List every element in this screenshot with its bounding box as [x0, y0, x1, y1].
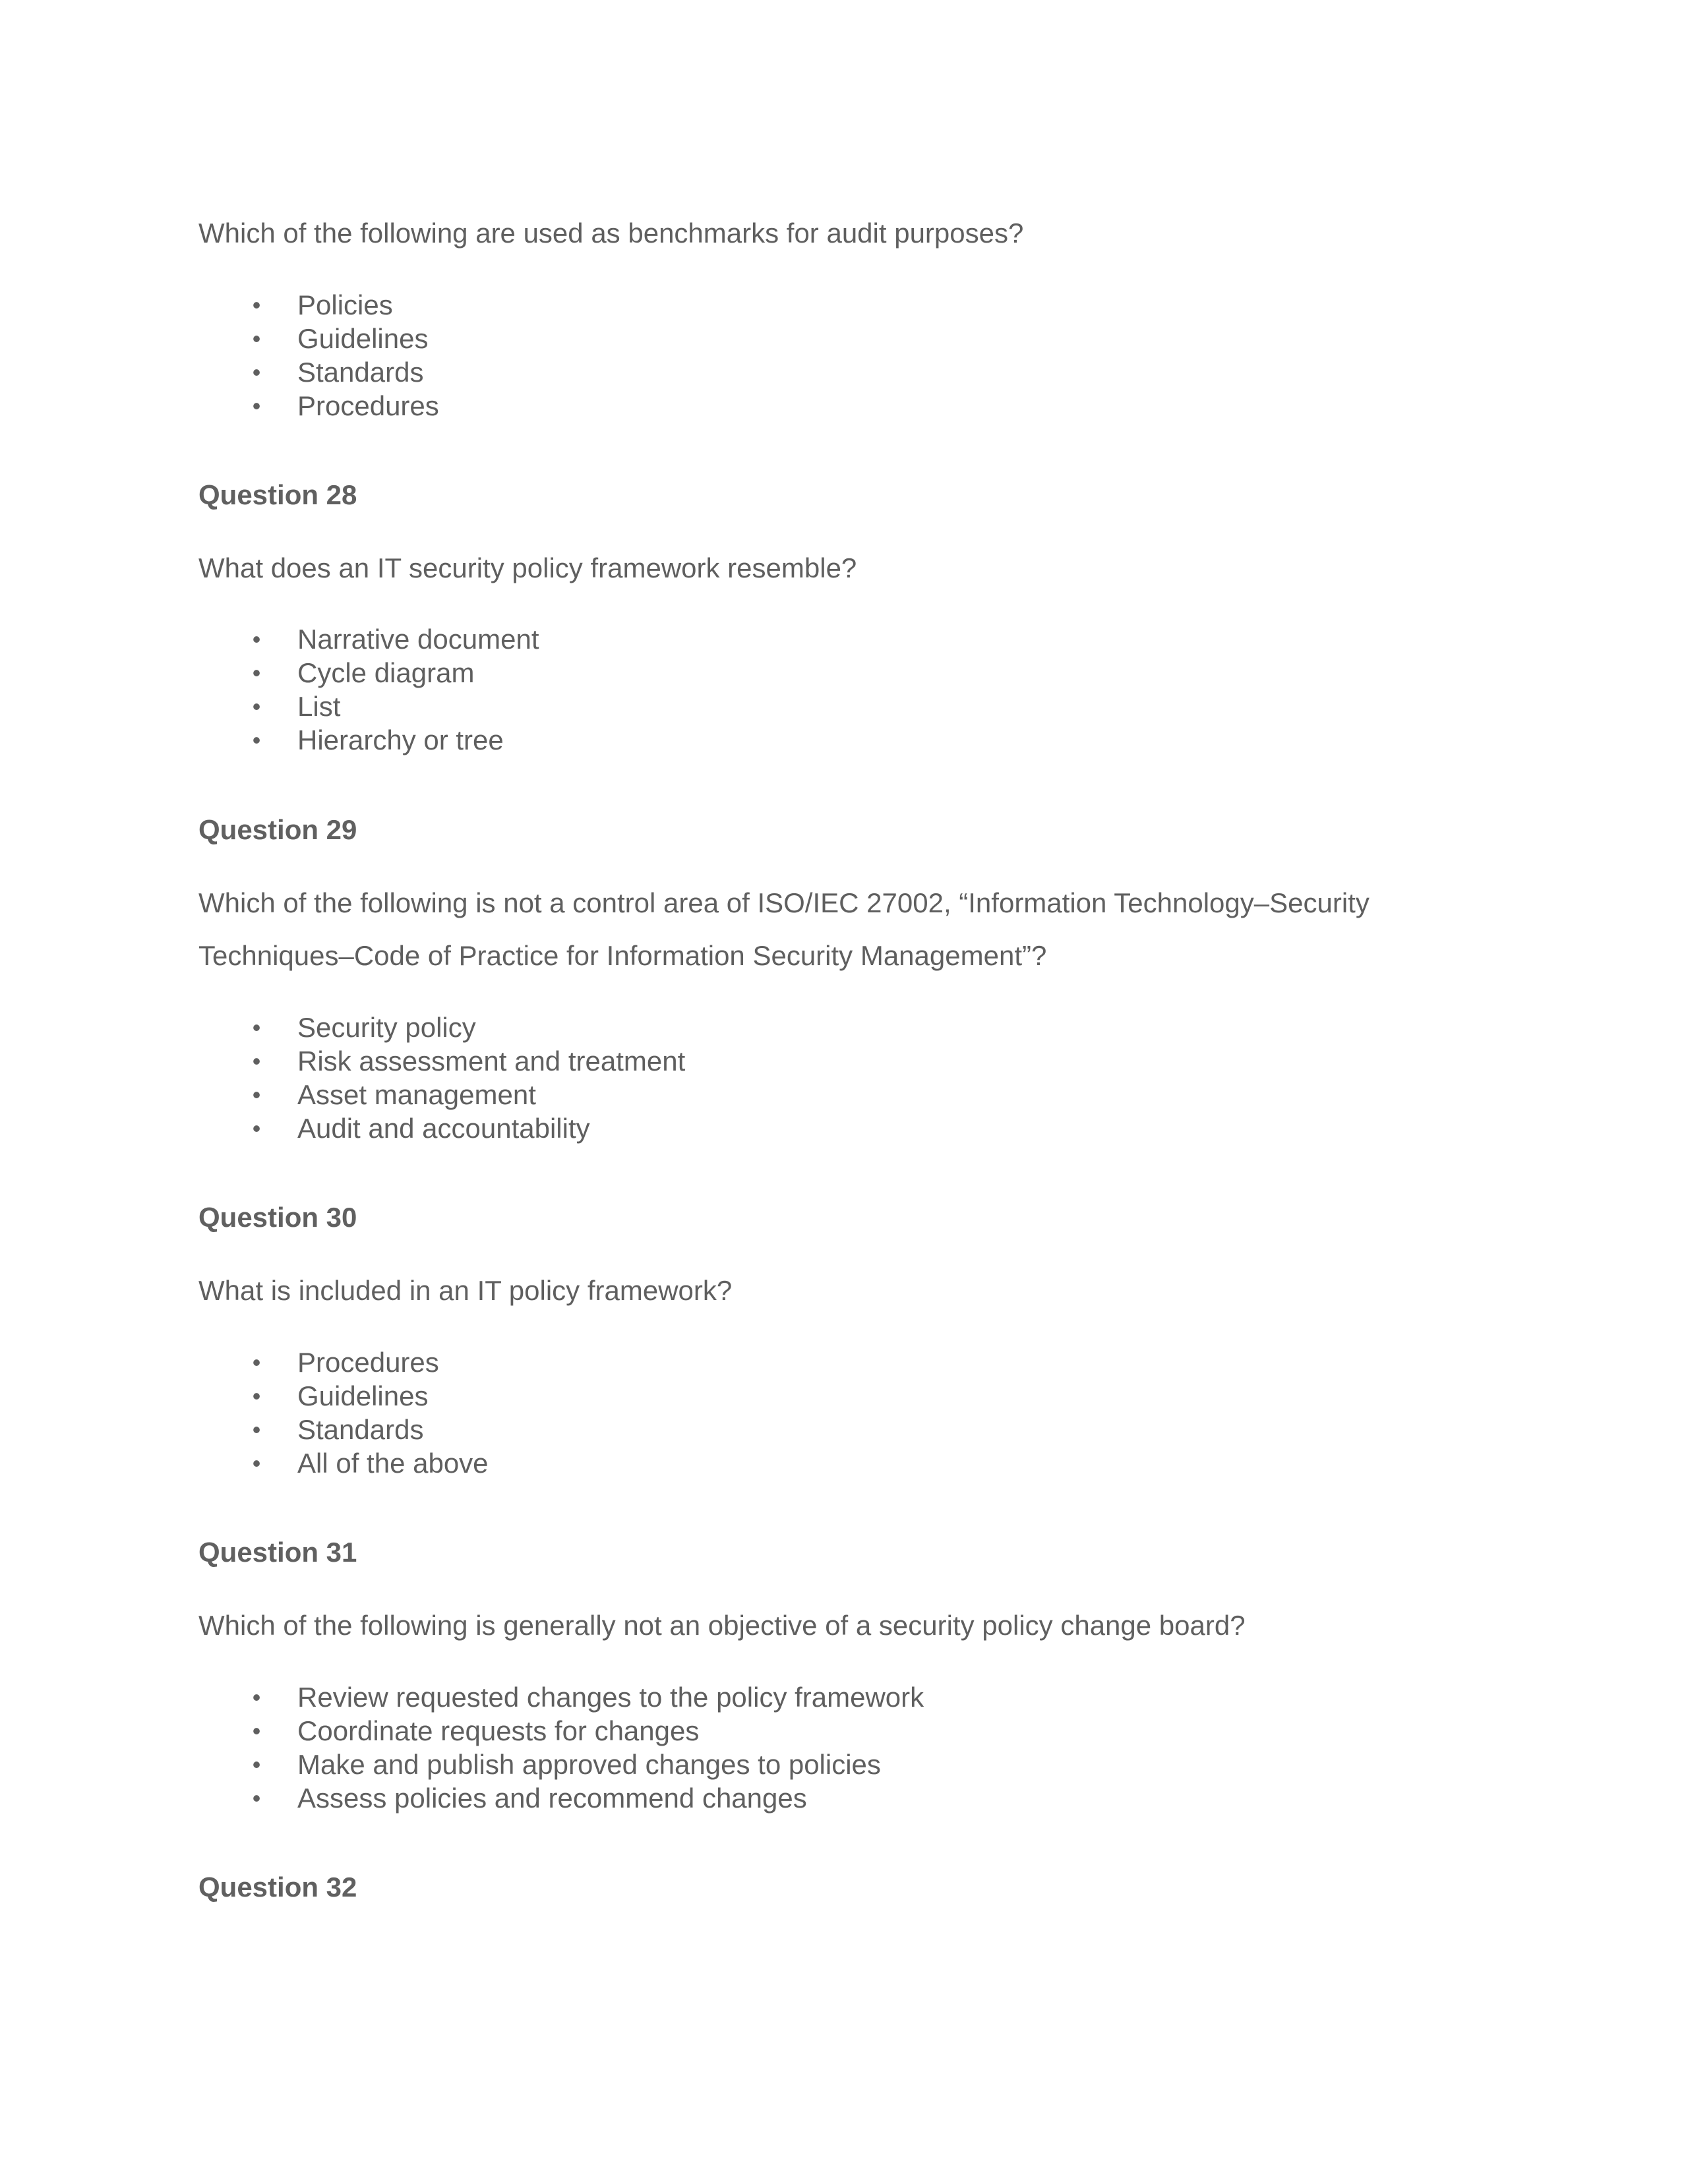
question-29-heading-block — [198, 813, 1491, 846]
bullet-icon: • — [252, 1115, 261, 1142]
bullet-icon: • — [252, 1014, 261, 1041]
option-item: • Asset management — [198, 1078, 1491, 1111]
option-item: • Procedures — [198, 389, 1491, 423]
question-heading: Question 29 — [198, 814, 357, 845]
option-item: • Make and publish approved changes to policies — [198, 1748, 1491, 1781]
bullet-icon: • — [252, 325, 261, 352]
question-28-text-block — [198, 551, 1491, 585]
bullet-icon: • — [252, 291, 261, 318]
question-text: What does an IT security policy framework resemble? — [198, 552, 857, 583]
bullet-icon: • — [252, 392, 261, 419]
option-item: • Cycle diagram — [198, 656, 1491, 690]
bullet-icon: • — [252, 1751, 261, 1778]
question-29-text-block-2 — [198, 939, 1491, 972]
question-31-heading-block — [198, 1535, 1491, 1569]
option-item: • All of the above — [198, 1446, 1491, 1480]
bullet-icon: • — [252, 1450, 261, 1477]
question-text: What is included in an IT policy framework? — [198, 1275, 733, 1306]
question-30-options — [198, 1345, 1491, 1480]
question-heading: Question 30 — [198, 1202, 357, 1233]
question-27-text: Which of the following are used as benchmarks for audit purposes? — [198, 218, 1024, 249]
question-30-heading-block — [198, 1200, 1491, 1234]
option-item: • Coordinate requests for changes — [198, 1714, 1491, 1748]
option-item: • Standards — [198, 1413, 1491, 1446]
option-item: • Hierarchy or tree — [198, 723, 1491, 757]
question-31-options — [198, 1680, 1491, 1815]
question-text-line-1: Which of the following is not a control area of ISO/IEC 27002, “Information Technology–Security — [198, 887, 1370, 918]
bullet-icon: • — [252, 659, 261, 686]
question-27-options — [198, 288, 1491, 423]
option-item: • Assess policies and recommend changes — [198, 1781, 1491, 1815]
bullet-icon: • — [252, 359, 261, 386]
option-item: • Audit and accountability — [198, 1111, 1491, 1145]
question-29-text-block — [198, 886, 1491, 920]
bullet-icon: • — [252, 1081, 261, 1108]
question-text-line-2: Techniques–Code of Practice for Information Security Management”? — [198, 940, 1047, 971]
option-item: • Procedures — [198, 1345, 1491, 1379]
bullet-icon: • — [252, 1785, 261, 1812]
question-32-heading-block — [198, 1870, 1491, 1904]
question-28-options — [198, 622, 1491, 757]
question-27-text-block — [198, 216, 1491, 250]
bullet-icon: • — [252, 626, 261, 653]
question-31-text-block — [198, 1608, 1491, 1642]
option-item: • Policies — [198, 288, 1491, 322]
bullet-icon: • — [252, 1717, 261, 1744]
option-item: • Security policy — [198, 1011, 1491, 1044]
option-item: • Review requested changes to the policy framework — [198, 1680, 1491, 1714]
question-28-heading-block — [198, 478, 1491, 512]
option-item: • Standards — [198, 355, 1491, 389]
bullet-icon: • — [252, 1048, 261, 1075]
option-item: • Guidelines — [198, 322, 1491, 355]
bullet-icon: • — [252, 1684, 261, 1711]
question-29-options — [198, 1011, 1491, 1145]
bullet-icon: • — [252, 1416, 261, 1443]
question-text: Which of the following is generally not an objective of a security policy change board? — [198, 1610, 1246, 1641]
bullet-icon: • — [252, 1349, 261, 1376]
option-item: • Guidelines — [198, 1379, 1491, 1413]
option-item: • Risk assessment and treatment — [198, 1044, 1491, 1078]
question-heading: Question 31 — [198, 1537, 357, 1568]
bullet-icon: • — [252, 726, 261, 753]
option-item: • Narrative document — [198, 622, 1491, 656]
question-heading: Question 28 — [198, 479, 357, 510]
bullet-icon: • — [252, 693, 261, 720]
bullet-icon: • — [252, 1382, 261, 1409]
question-heading: Question 32 — [198, 1872, 357, 1903]
question-30-text-block — [198, 1274, 1491, 1307]
option-item: • List — [198, 690, 1491, 723]
